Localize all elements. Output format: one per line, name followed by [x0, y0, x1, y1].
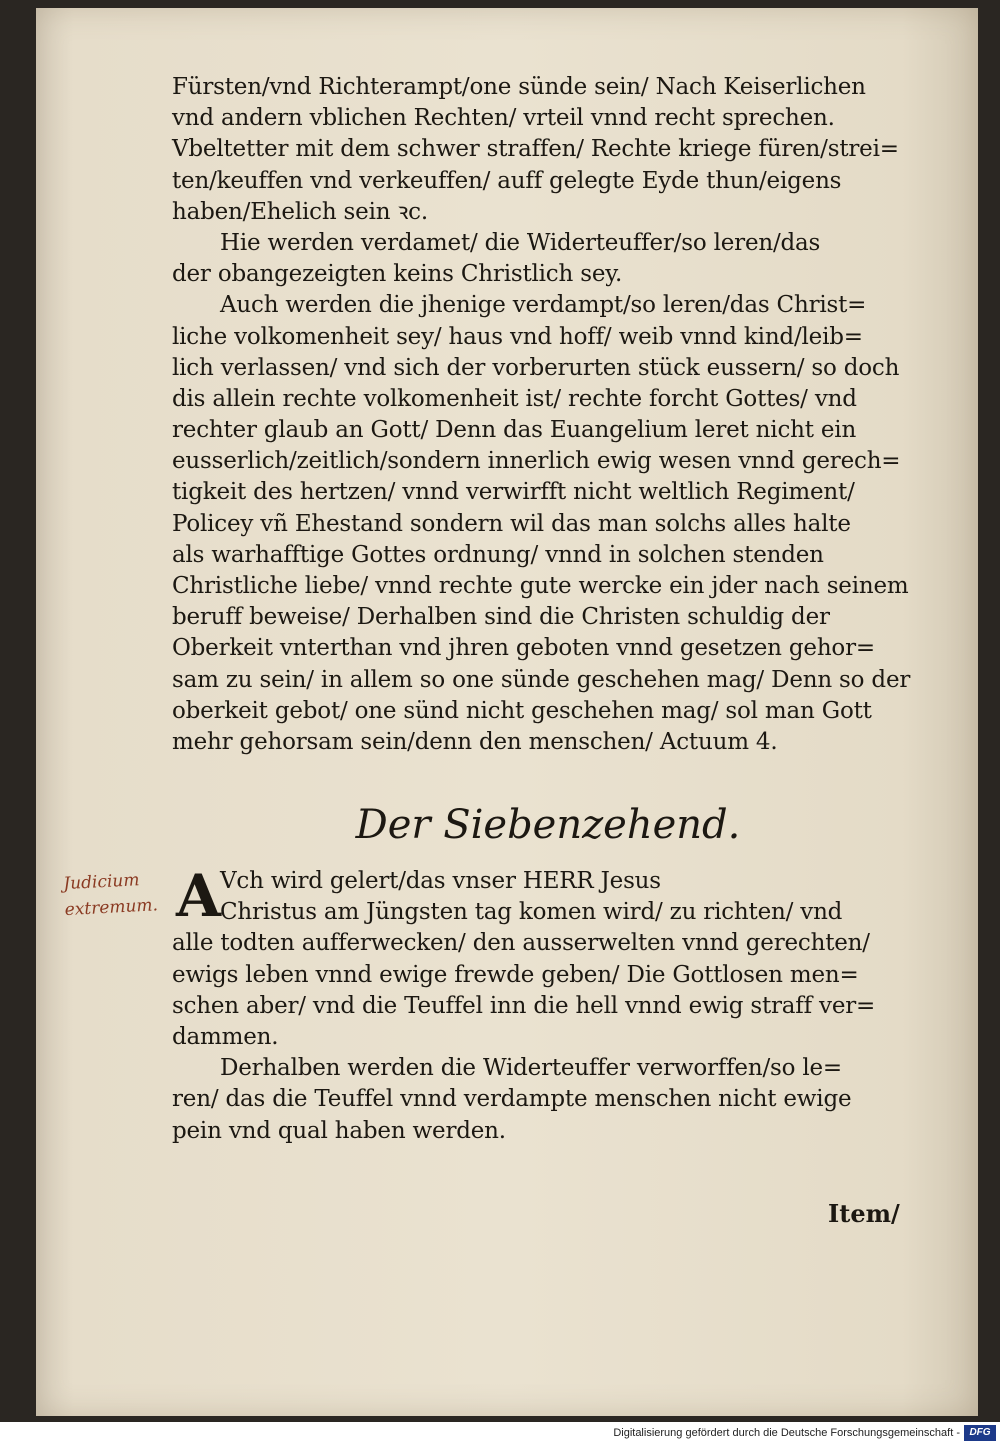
text-line: Policey vñ Ehestand sondern wil das man solchs alles halte: [172, 510, 851, 537]
drop-cap: A: [176, 862, 221, 930]
dfg-logo: DFG: [964, 1425, 996, 1441]
text-line: pein vnd qual haben werden.: [172, 1117, 506, 1144]
text-line: ten/keuffen vnd verkeuffen/ auff gelegte Eyde thun/eigens: [172, 167, 842, 194]
text-line: Christliche liebe/ vnnd rechte gute wercke ein jder nach seinem: [172, 573, 909, 599]
text-line: Christus am Jüngsten tag komen wird/ zu richten/ vnd: [220, 899, 843, 926]
text-line: Vbeltetter mit dem schwer straffen/ Rechte kriege füren/strei=: [172, 136, 899, 163]
text-line: haben/Ehelich sein ꝛc.: [172, 198, 428, 225]
text-line: alle todten aufferwecken/ den ausserwelten vnnd gerechten/: [172, 930, 870, 957]
text-line: liche volkomenheit sey/ haus vnd hoff/ weib vnnd kind/leib=: [172, 323, 863, 350]
text-line: Fürsten/vnd Richterampt/one sünde sein/ Nach Keiserlichen: [172, 74, 866, 100]
margin-annotation-line: Judicium: [62, 870, 140, 895]
text-line: Auch werden die jhenige verdampt/so leren/das Christ=: [220, 292, 867, 319]
text-line: oberkeit gebot/ one sünd nicht geschehen mag/ sol man Gott: [172, 697, 872, 724]
text-line: dammen.: [172, 1023, 279, 1050]
text-line: eusserlich/zeitlich/sondern innerlich ewig wesen vnnd gerech=: [172, 448, 901, 475]
margin-annotation-line: extremum.: [64, 895, 159, 921]
text-line: tigkeit des hertzen/ vnnd verwirfft nicht weltlich Regiment/: [172, 479, 855, 506]
text-line: als warhafftige Gottes ordnung/ vnnd in solchen stenden: [172, 541, 824, 568]
section-heading: Der Siebenzehend.: [355, 802, 741, 848]
text-line-content: Vch wird gelert/das vnser HERR Jesus: [220, 868, 661, 894]
text-line: ewigs leben vnnd ewige frewde geben/ Die Gottlosen men=: [172, 961, 859, 988]
text-line: sam zu sein/ in allem so one sünde geschehen mag/ Denn so der: [172, 666, 911, 693]
section-text-block: [172, 862, 924, 1147]
text-line: Hie werden verdamet/ die Widerteuffer/so leren/das: [220, 229, 821, 256]
text-line: der obangezeigten keins Christlich sey.: [172, 261, 623, 288]
text-line: ren/ das die Teuffel vnnd verdampte menschen nicht ewige: [172, 1086, 852, 1113]
footer-bar: [0, 1422, 1000, 1445]
text-line: beruff beweise/ Derhalben sind die Christen schuldig der: [172, 604, 830, 631]
margin-annotation: [63, 865, 186, 923]
text-line: rechter glaub an Gott/ Denn das Euangelium leret nicht ein: [172, 417, 857, 444]
text-line: lich verlassen/ vnd sich der vorberurten stück eussern/ so doch: [172, 354, 900, 381]
text-line: vnd andern vblichen Rechten/ vrteil vnnd recht sprechen.: [172, 105, 835, 132]
text-line: Derhalben werden die Widerteuffer verworffen/so le=: [220, 1055, 842, 1082]
text-line: mehr gehorsam sein/denn den menschen/ Actuum 4.: [172, 728, 778, 755]
text-line: Oberkeit vnterthan vnd jhren geboten vnnd gesetzen gehor=: [172, 635, 875, 662]
catchword: Item/: [828, 1199, 900, 1228]
text-line: dis allein rechte volkomenheit ist/ rechte forcht Gottes/ vnd: [172, 385, 857, 412]
text-line: schen aber/ vnd die Teuffel inn die hell vnnd ewig straff ver=: [172, 992, 876, 1019]
main-text-block: [172, 72, 924, 758]
funding-credit: Digitalisierung gefördert durch die Deutsche Forschungsgemeinschaft -: [613, 1427, 960, 1439]
